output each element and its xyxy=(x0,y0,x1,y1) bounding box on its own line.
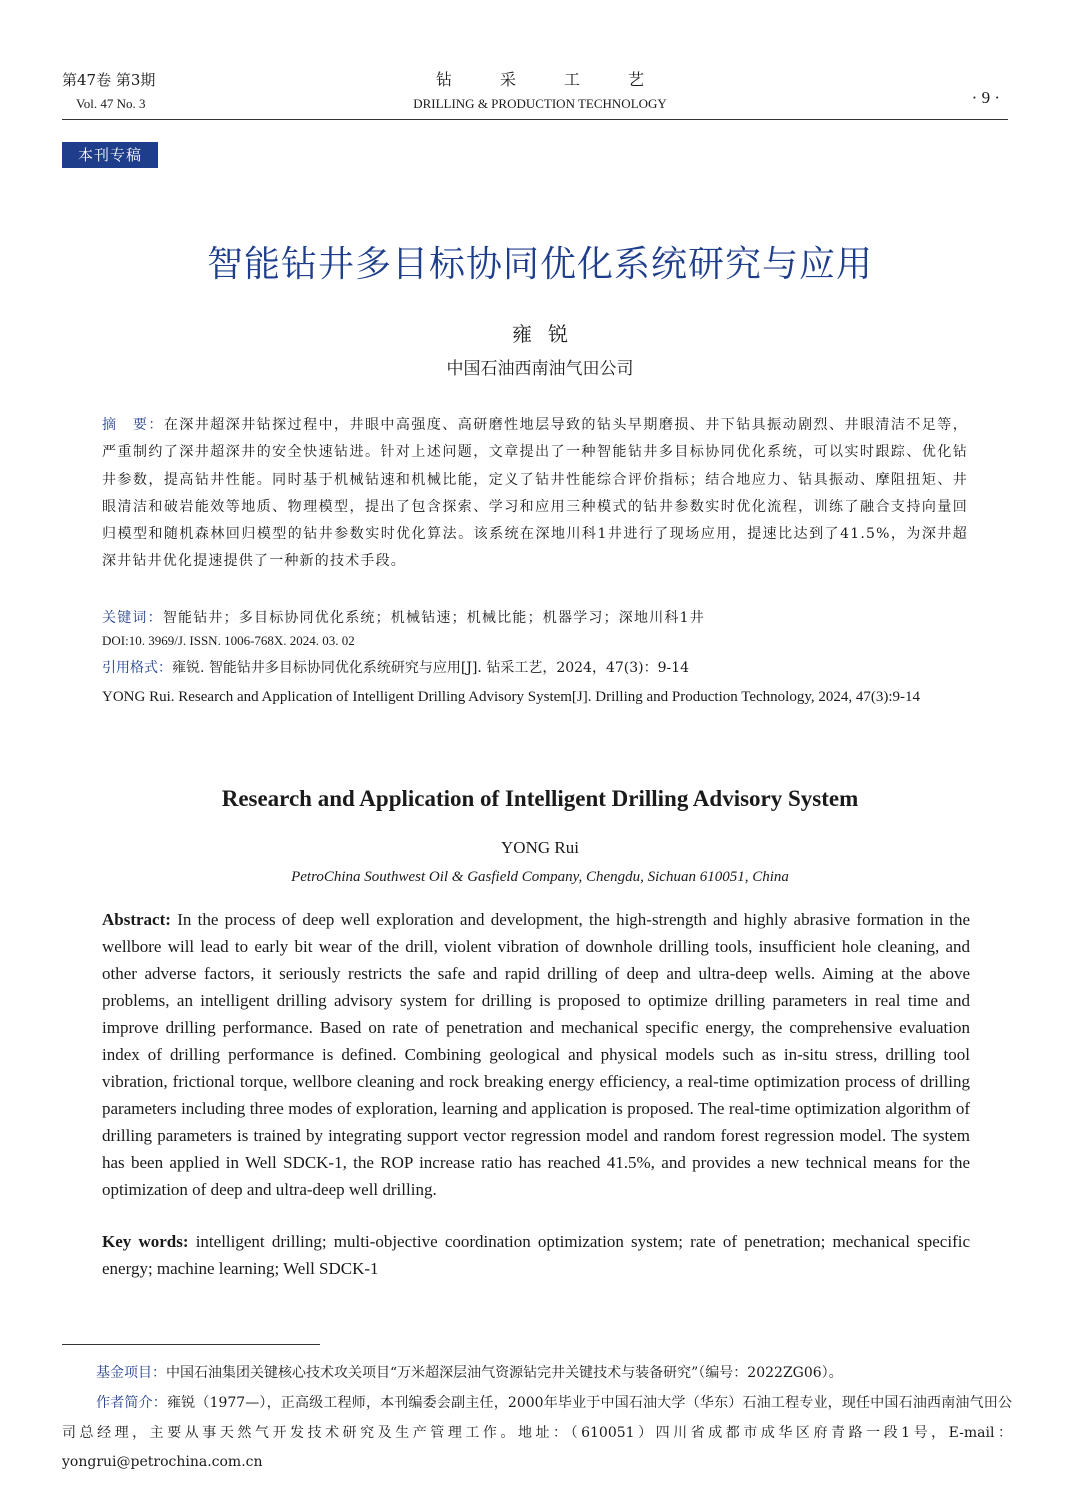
doi: DOI:10. 3969/J. ISSN. 1006-768X. 2024. 03. 02 xyxy=(102,633,355,648)
article-title-cn: 智能钻井多目标协同优化系统研究与应用 xyxy=(206,244,873,285)
funding-text: 中国石油集团关键核心技术攻关项目“万米超深层油气资源钻完井关键技术与装备研究”（编号：2022ZG06）。 xyxy=(166,1365,843,1381)
section-tag: 本刊专稿 xyxy=(62,142,158,168)
citation-cn-text: 雍锐. 智能钻井多目标协同优化系统研究与应用[J]. 钻采工艺，2024，47(3)：9-14 xyxy=(172,660,690,676)
journal-volume-info xyxy=(62,68,155,116)
citation-cn xyxy=(102,657,689,677)
author-en: YONG Rui xyxy=(501,838,579,857)
author-bio-label: 作者简介： xyxy=(96,1395,167,1411)
affiliation-cn: 中国石油西南油气田公司 xyxy=(446,359,634,379)
article-title-en: Research and Application of Intelligent Drilling Advisory System xyxy=(221,786,859,811)
abstract-en-label: Abstract: xyxy=(102,910,171,929)
journal-name-cn: 钻采工艺 xyxy=(435,70,692,89)
page-number: · 9 · xyxy=(971,88,1000,107)
keywords-en-text: intelligent drilling; multi-objective coordination optimization system; rate of penetration; mechanical specific energy; machine learning; Well SDCK-1 xyxy=(102,1232,970,1278)
keywords-en xyxy=(102,1228,970,1282)
volume-cn: 第47卷 第3期 xyxy=(62,71,156,89)
keywords-cn-text: 智能钻井；多目标协同优化系统；机械钻速；机械比能；机器学习；深地川科1井 xyxy=(162,610,705,626)
citation-label: 引用格式： xyxy=(102,660,172,676)
volume-en: Vol. 47 No. 3 xyxy=(76,96,146,111)
keywords-en-label: Key words: xyxy=(102,1232,189,1251)
author-bio-text: 雍锐（1977—），正高级工程师，本刊编委会副主任，2000年毕业于中国石油大学（华东）石油工程专业，现任中国石油西南油气田公司总经理，主要从事天然气开发技术研究及生产管理工作。地址：（610051）四川省成都市成华区府青路一段1号，E-mail：yongrui@petrochina.com.cn xyxy=(62,1395,1012,1470)
abstract-en xyxy=(102,906,970,1203)
journal-name-en: DRILLING & PRODUCTION TECHNOLOGY xyxy=(413,96,667,111)
funding-note xyxy=(62,1361,1012,1385)
abstract-cn-label: 摘 要： xyxy=(102,417,164,433)
abstract-cn-text: 在深井超深井钻探过程中，井眼中高强度、高研磨性地层导致的钻头早期磨损、井下钻具振动剧烈、井眼清洁不足等，严重制约了深井超深井的安全快速钻进。针对上述问题，文章提出了一种智能钻井多目标协同优化系统，可以实时跟踪、优化钻井参数，提高钻井性能。同时基于机械钻速和机械比能，定义了钻井性能综合评价指标；结合地应力、钻具振动、摩阻扭矩、井眼清洁和破岩能效等地质、物理模型，提出了包含探索、学习和应用三种模式的钻井参数实时优化流程，训练了融合支持向量回归模型和随机森林回归模型的钻井参数实时优化算法。该系统在深地川科1井进行了现场应用，提速比达到了41.5%，为深井超深井钻井优化提速提供了一种新的技术手段。 xyxy=(102,417,968,570)
footnote-divider xyxy=(62,1344,320,1345)
abstract-cn xyxy=(102,412,968,576)
abstract-en-text: In the process of deep well exploration and development, the high-strength and highly abrasive formation in the wellbore will lead to early bit wear of the drill, violent vibration of downhole drilling tools, insufficient hole cleaning, and other adverse factors, it seriously restricts the safe and rapid drilling of deep and ultra-deep wells. Aiming at the above problems, an intelligent drilling advisory system for drilling is proposed to optimize drilling parameters in real time and improve drilling performance. Based on rate of penetration and mechanical specific energy, the comprehensive evaluation index of drilling performance is defined. Combining geological and physical models such as in-situ stress, drilling tool vibration, frictional torque, wellbore cleaning and rock breaking energy efficiency, a real-time optimization process of drilling parameters including three modes of exploration, learning and application is proposed. The real-time optimization algorithm of drilling parameters is trained by integrating support vector regression model and random forest regression model. The system has been applied in Well SDCK-1, the ROP increase ratio has reached 41.5%, and provides a new technical means for the optimization of deep and ultra-deep well drilling. xyxy=(102,910,970,1199)
funding-label: 基金项目： xyxy=(96,1365,166,1381)
author-cn: 雍锐 xyxy=(512,322,584,346)
journal-name xyxy=(340,68,740,116)
keywords-cn-label: 关键词： xyxy=(102,610,163,626)
keywords-cn xyxy=(102,605,968,632)
citation-en: YONG Rui. Research and Application of Intelligent Drilling Advisory System[J]. Drilling and Production Technology, 2024, 47(3):9-14 xyxy=(102,689,921,705)
author-bio xyxy=(62,1389,1012,1478)
affiliation-en: PetroChina Southwest Oil & Gasfield Company, Chengdu, Sichuan 610051, China xyxy=(291,869,789,885)
header-divider xyxy=(62,119,1008,120)
